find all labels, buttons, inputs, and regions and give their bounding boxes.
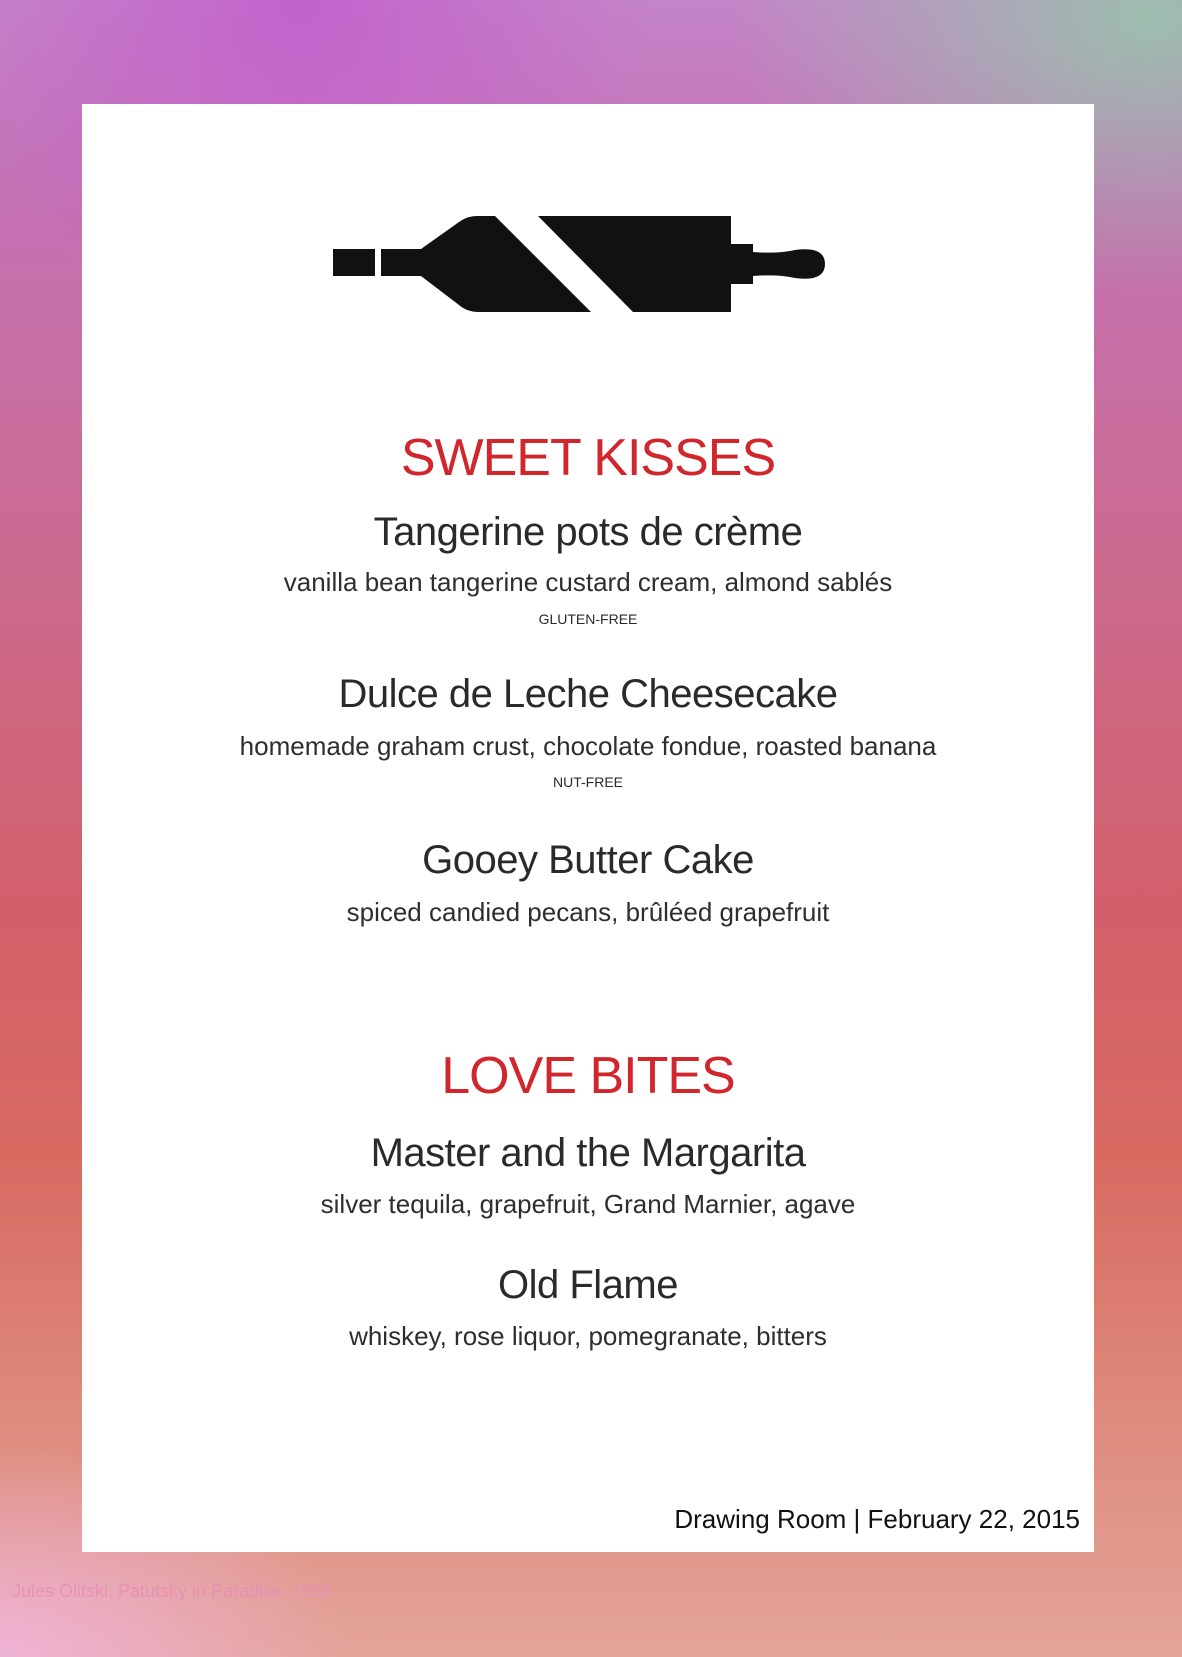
menu-item-description: homemade graham crust, chocolate fondue, roasted banana <box>239 731 937 761</box>
rolling-pin-icon <box>333 216 843 316</box>
menu-item-name: Dulce de Leche Cheesecake <box>338 672 838 716</box>
menu-item-name: Gooey Butter Cake <box>422 838 754 882</box>
menu-item-description: whiskey, rose liquor, pomegranate, bitters <box>349 1321 827 1351</box>
venue-date-footer: Drawing Room | February 22, 2015 <box>674 1504 1080 1534</box>
menu-item-tag: NUT-FREE <box>553 774 623 790</box>
artwork-credit: Jules Olitski, Patutsky in Paradise, 1966 <box>12 1581 333 1601</box>
section-title-love-bites: LOVE BITES <box>441 1047 735 1105</box>
menu-item-name: Tangerine pots de crème <box>373 510 803 554</box>
menu-item-description: silver tequila, grapefruit, Grand Marnier, agave <box>320 1189 856 1219</box>
menu-card <box>82 104 1094 1552</box>
menu-item-name: Master and the Margarita <box>370 1131 806 1175</box>
menu-item-description: spiced candied pecans, brûléed grapefruit <box>346 897 830 927</box>
menu-item-tag: GLUTEN-FREE <box>538 611 638 627</box>
menu-item-name: Old Flame <box>498 1263 678 1307</box>
menu-item-description: vanilla bean tangerine custard cream, almond sablés <box>283 567 893 597</box>
section-title-sweet-kisses: SWEET KISSES <box>400 429 776 487</box>
